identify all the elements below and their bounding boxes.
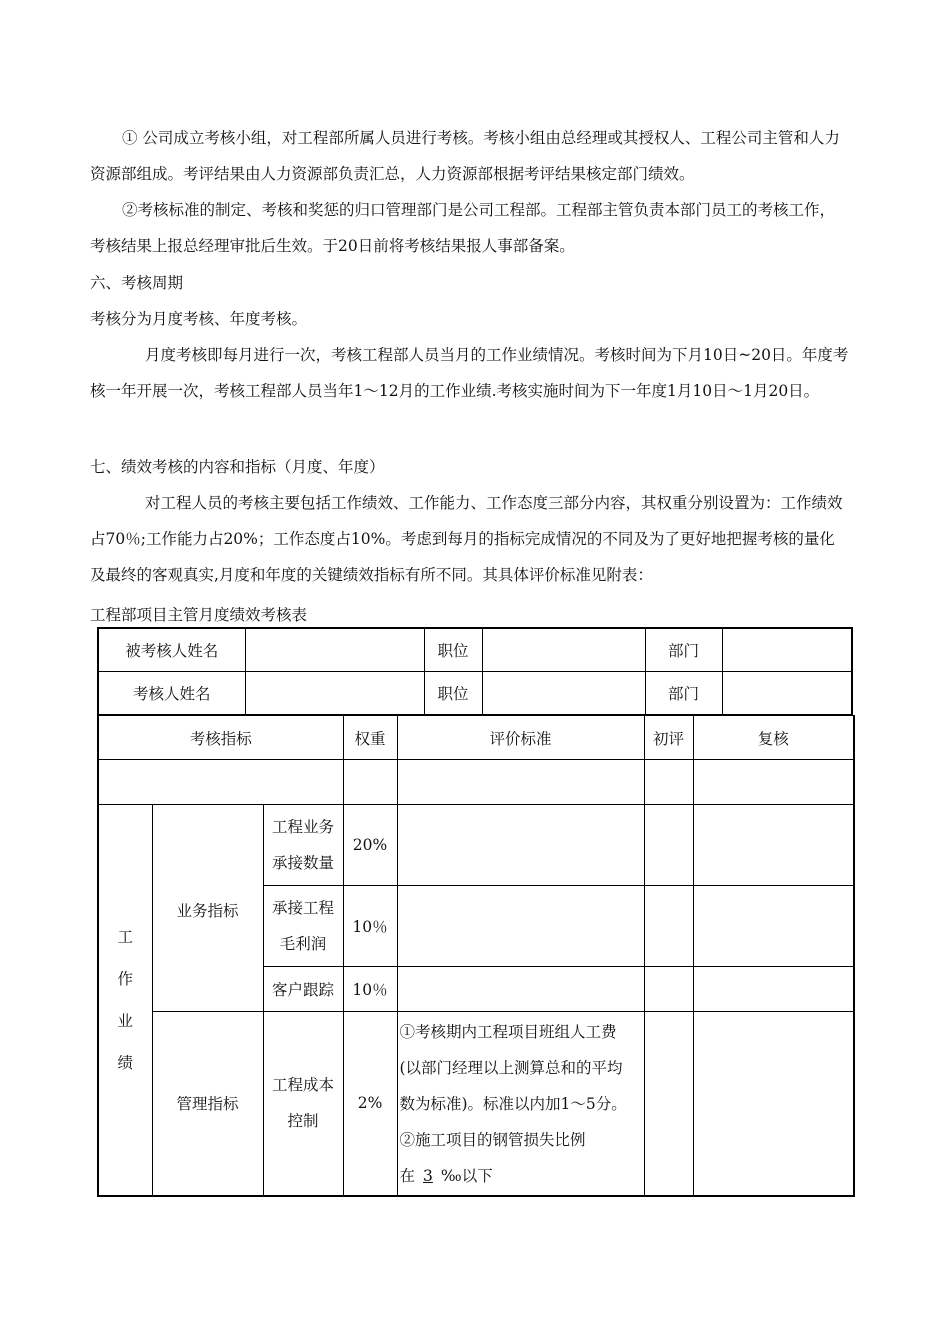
initial-gross-profit[interactable]	[644, 886, 693, 967]
category-work-performance: 工 作 业 绩	[98, 805, 152, 1196]
initial-customer-tracking[interactable]	[644, 967, 693, 1012]
criteria-cost-control: ①考核期内工程项目班组人工费 (以部门经理以上测算总和的平均 数为标准)。标准以内加1～5分。 ②施工项目的钢管损失比例 在 3 ‰以下	[397, 1012, 644, 1196]
weight-gross-profit: 10％	[343, 886, 397, 967]
initial-business-volume[interactable]	[644, 805, 693, 886]
heading-assessment-cycle: 六、考核周期	[90, 274, 184, 292]
weight-customer-tracking: 10％	[343, 967, 397, 1012]
blank-indicator-cell[interactable]	[98, 760, 343, 805]
eval-blank-row	[98, 760, 854, 805]
criteria-customer-tracking[interactable]	[397, 967, 644, 1012]
header-review: 复核	[693, 716, 854, 760]
item-business-volume: 工程业务 承接数量	[263, 805, 343, 886]
info-row-assessee	[98, 628, 852, 672]
eval-header-row	[98, 716, 854, 760]
table-caption: 工程部项目主管月度绩效考核表	[90, 606, 308, 624]
review-gross-profit[interactable]	[693, 886, 854, 967]
info-row-assessor	[98, 672, 852, 716]
weight-business-volume: 20%	[343, 805, 397, 886]
header-initial: 初评	[644, 716, 693, 760]
blank-review-cell[interactable]	[693, 760, 854, 805]
assessee-name-field[interactable]	[245, 628, 424, 672]
assessee-dept-label: 部门	[645, 628, 722, 672]
item-customer-tracking: 客户跟踪	[263, 967, 343, 1012]
assessor-position-label: 职位	[424, 672, 482, 716]
group-business-indicators: 业务指标	[152, 805, 263, 1012]
evaluation-table	[97, 715, 855, 1197]
header-weight: 权重	[343, 716, 397, 760]
criteria-gross-profit[interactable]	[397, 886, 644, 967]
weight-cost-control: 2%	[343, 1012, 397, 1196]
paragraph-assessment-standard: ②考核标准的制定、考核和奖惩的归口管理部门是公司工程部。工程部主管负责本部门员工的考核工作，考核结果上报总经理审批后生效。于20日前将考核结果报人事部备案。	[90, 201, 836, 255]
assessor-dept-label: 部门	[645, 672, 722, 716]
assessee-position-label: 职位	[424, 628, 482, 672]
assessor-name-field[interactable]	[245, 672, 424, 716]
assessee-dept-field[interactable]	[722, 628, 852, 672]
item-gross-profit: 承接工程 毛利润	[263, 886, 343, 967]
review-cost-control[interactable]	[693, 1012, 854, 1196]
blank-initial-cell[interactable]	[644, 760, 693, 805]
paragraph-cycle-types: 考核分为月度考核、年度考核。	[90, 310, 308, 328]
review-customer-tracking[interactable]	[693, 967, 854, 1012]
assessee-name-label: 被考核人姓名	[98, 628, 245, 672]
initial-cost-control[interactable]	[644, 1012, 693, 1196]
heading-assessment-content: 七、绩效考核的内容和指标（月度、年度）	[90, 458, 385, 476]
header-criteria: 评价标准	[397, 716, 644, 760]
eval-row-cost-control	[98, 1012, 854, 1196]
paragraph-cycle-details: 月度考核即每月进行一次，考核工程部人员当月的工作业绩情况。考核时间为下月10日~20日。年度考核一年开展一次，考核工程部人员当年1～12月的工作业绩.考核实施时间为下一年度1月10日～1月20日。	[90, 346, 849, 400]
assessee-position-field[interactable]	[482, 628, 645, 672]
criteria-business-volume[interactable]	[397, 805, 644, 886]
review-business-volume[interactable]	[693, 805, 854, 886]
paragraph-assessment-team: ① 公司成立考核小组，对工程部所属人员进行考核。考核小组由总经理或其授权人、工程公司主管和人力资源部组成。考评结果由人力资源部负责汇总，人力资源部根据考评结果核定部门绩效。	[90, 129, 840, 183]
blank-criteria-cell[interactable]	[397, 760, 644, 805]
assessor-position-field[interactable]	[482, 672, 645, 716]
paragraph-content-details: 对工程人员的考核主要包括工作绩效、工作能力、工作态度三部分内容，其权重分别设置为：工作绩效占70％;工作能力占20%；工作态度占10%。考虑到每月的指标完成情况的不同及为了更好地把握考核的量化及最终的客观真实,月度和年度的关键绩效指标有所不同。其具体评价标准见附表：	[90, 494, 843, 584]
assessor-dept-field[interactable]	[722, 672, 852, 716]
loss-ratio-value[interactable]: 3	[423, 1167, 433, 1185]
assessor-name-label: 考核人姓名	[98, 672, 245, 716]
group-management-indicators: 管理指标	[152, 1012, 263, 1196]
info-table	[97, 627, 853, 716]
eval-row-business-volume	[98, 805, 854, 886]
item-cost-control: 工程成本 控制	[263, 1012, 343, 1196]
steel-pipe-loss-line: 在 3 ‰以下	[399, 1167, 493, 1185]
header-indicator: 考核指标	[98, 716, 343, 760]
blank-weight-cell[interactable]	[343, 760, 397, 805]
